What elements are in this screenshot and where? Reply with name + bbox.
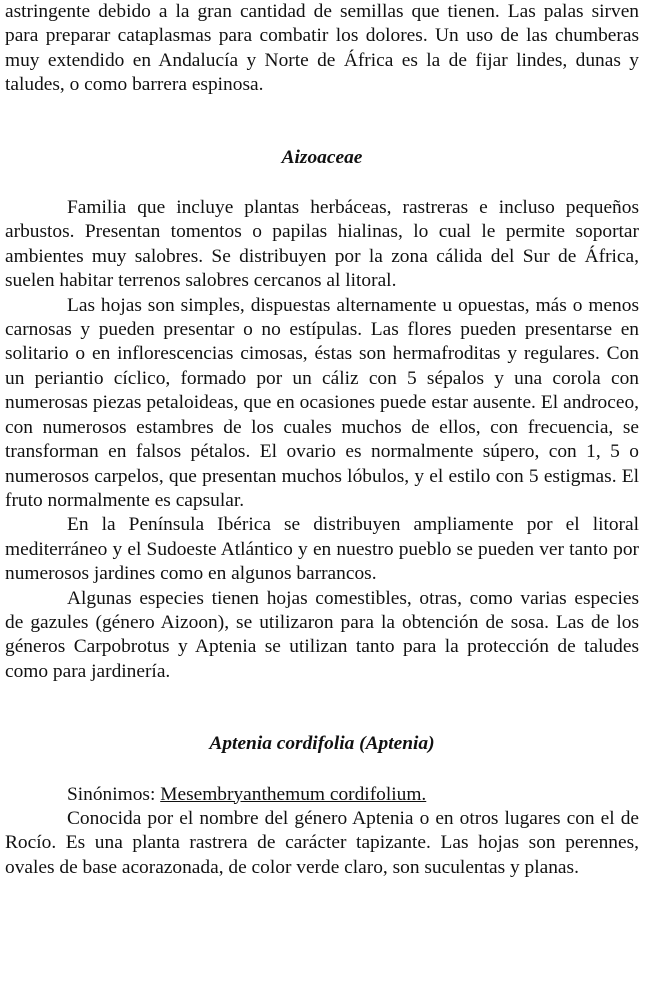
document-page (5, 0, 639, 880)
aptenia-paragraph: Conocida por el nombre del género Aptenia o en otros lugares con el de Rocío. Es una planta rastrera de carácter tapizante. Las hojas son perennes, ovales de base acorazonada, de color verde claro, son suculentas y planas. (5, 807, 639, 878)
aizoaceae-paragraph-3: En la Península Ibérica se distribuyen ampliamente por el litoral mediterráneo y el Sudoeste Atlántico y en nuestro pueblo se pueden ver tanto por numerosos jardines como en algunos barrancos. (5, 514, 639, 585)
synonyms-line (5, 783, 639, 807)
aizoaceae-paragraph-2: Las hojas son simples, dispuestas alternamente u opuestas, más o menos carnosas y pueden presentar o no estípulas. Las flores pueden presentarse en solitario o en inflorescencias cimosas, éstas son hermafroditas y regulares. Con un periantio cíclico, formado por un cáliz con 5 sépalos y una corola con numerosas piezas petaloideas, que en ocasiones puede estar ausente. El androceo, con numerosos estambres de los cuales muchos de ellos, con frecuencia, se transforman en falsos pétalos. El ovario es normalmente súpero, con 1, 5 o numerosos carpelos, que presentan muchos lóbulos, y el estilo con 5 estigmas. El fruto normalmente es capsular. (5, 294, 639, 511)
section-heading-aizoaceae: Aizoaceae (281, 146, 363, 168)
intro-paragraph: astringente debido a la gran cantidad de semillas que tienen. Las palas sirven para preparar cataplasmas para combatir los dolores. Un uso de las chumberas muy extendido en Andalucía y Norte de África es la de fijar lindes, dunas y taludes, o como barrera espinosa. (5, 1, 639, 96)
aizoaceae-paragraph-4: Algunas especies tienen hojas comestibles, otras, como varias especies de gazules (género Aizoon), se utilizaron para la obtención de sosa. Las de los géneros Carpobrotus y Aptenia se utilizan tanto para la protección de taludes como para jardinería. (5, 587, 639, 682)
synonyms-label: Sinónimos: (67, 783, 161, 805)
aizoaceae-paragraph-1: Familia que incluye plantas herbáceas, rastreras e incluso pequeños arbustos. Presentan tomentos o papilas hialinas, lo cual le permite soportar ambientes muy salobres. Se distribuyen por la zona cálida del Sur de África, suelen habitar terrenos salobres cercanos al litoral. (5, 197, 639, 292)
synonyms-value: Mesembryanthemum cordifolium. (160, 783, 427, 805)
section-heading-aptenia: Aptenia cordifolia (Aptenia) (209, 733, 435, 755)
